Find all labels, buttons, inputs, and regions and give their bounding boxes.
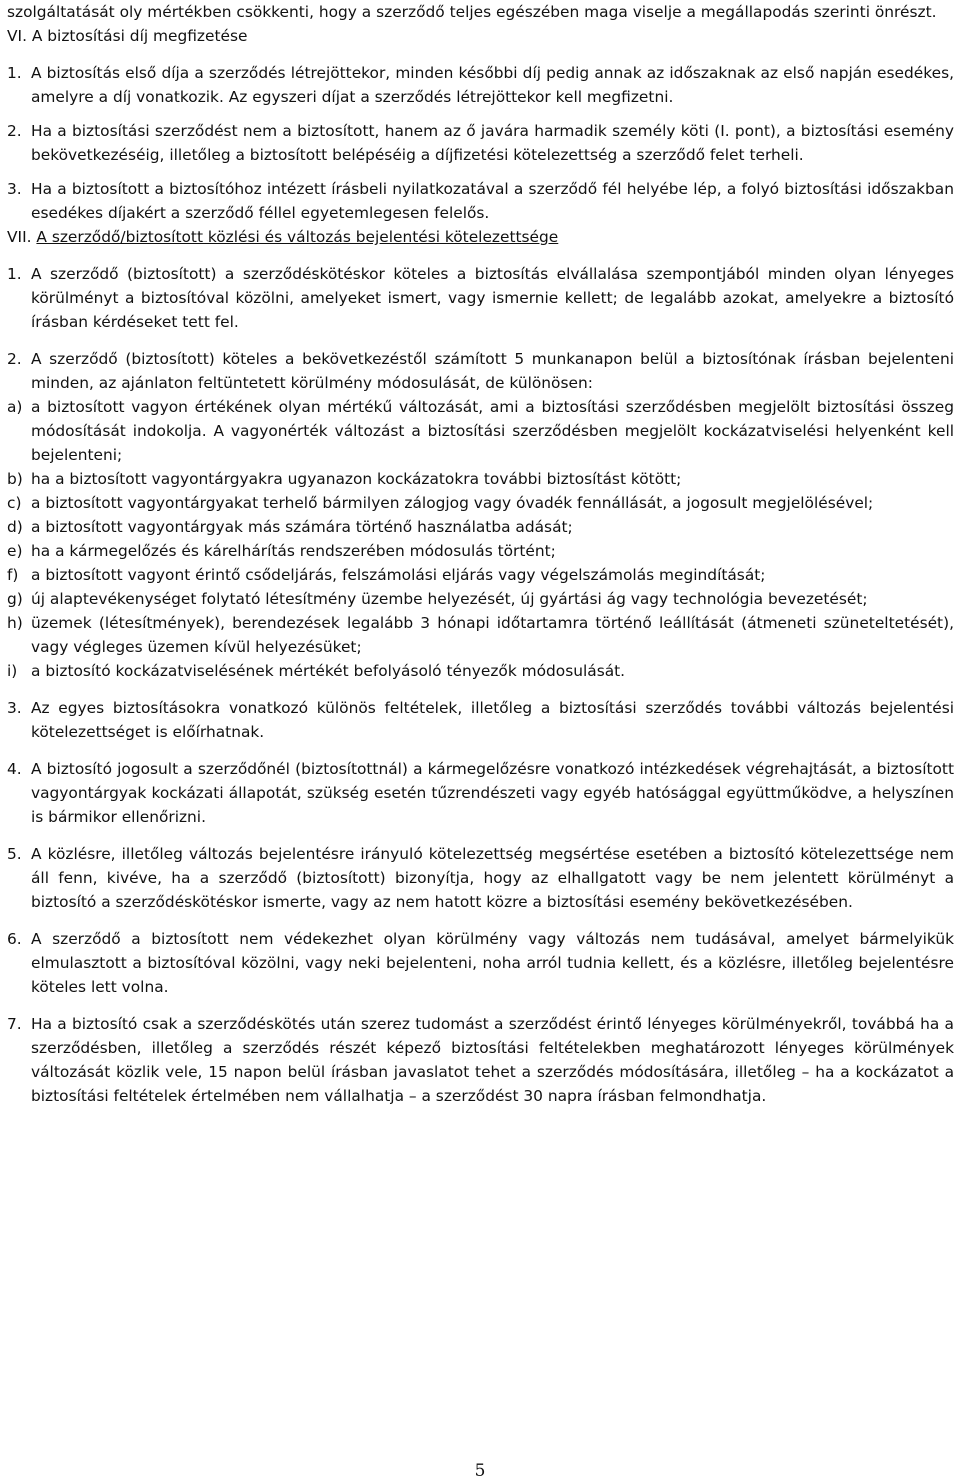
list-item-label: a) (7, 398, 23, 416)
list-item-text: a biztosított vagyon értékének olyan mértékű változását, ami a biztosítási szerződésben megjelölt biztosítási összeg módosítását indokolja. A vagyonérték változást a biztosítási szerződésben megjelölt kockázatviselési helyenként kell bejelenteni; (31, 398, 954, 464)
section-7-paragraph-6 (7, 927, 954, 999)
section-7-heading-text: A szerződő/biztosított közlési és változás bejelentési kötelezettsége (36, 228, 559, 246)
section-7-heading (7, 225, 954, 249)
list-item-text: ha a kármegelőzés és kárelhárítás rendszerében módosulás történt; (31, 542, 556, 560)
section-7-paragraph-2 (7, 347, 954, 683)
paragraph-text: Ha a biztosító csak a szerződéskötés után szerez tudomást a szerződést érintő lényeges körülményekről, továbbá ha a szerződésben, illetőleg a szerződés részét képező biztosítási feltételekben meghatározott lényeges körülmények változását közlik vele, 15 napon belül írásban javaslatot tehet a szerződés módosítására, illetőleg – ha a kockázatot a biztosítási feltételek értelmében nem vállalhatja – a szerződést 30 napra írásban felmondhatja. (31, 1015, 954, 1105)
list-item-label: h) (7, 614, 23, 632)
paragraph-number: 2. (7, 122, 22, 140)
paragraph-text: A biztosító jogosult a szerződőnél (biztosítottnál) a kármegelőzésre vonatkozó intézkedések végrehajtását, a biztosított vagyontárgyak kockázati állapotát, szükség esetén tűzrendészeti vagy egyéb hatósággal együttműködve, a helyszínen is bármikor ellenőrizni. (31, 760, 954, 826)
paragraph-number: 3. (7, 699, 22, 717)
section-7-paragraph-1 (7, 262, 954, 334)
paragraph-number: 1. (7, 64, 22, 82)
page-number: 5 (474, 1461, 486, 1481)
list-item-label: d) (7, 518, 23, 536)
list-item (7, 467, 954, 491)
list-item (7, 491, 954, 515)
paragraph-number: 2. (7, 350, 22, 368)
list-item (7, 563, 954, 587)
paragraph-number: 4. (7, 760, 22, 778)
paragraph-text: A közlésre, illetőleg változás bejelentésre irányuló kötelezettség megsértése esetében a biztosító kötelezettsége nem áll fenn, kivéve, ha a szerződő (biztosított) bizonyítja, hogy az elhallgatott vagy be nem jelentett körülményt a biztosító a szerződéskötéskor ismerte, vagy az nem hatott közre a biztosítási esemény bekövetkezésében. (31, 845, 954, 911)
paragraph-text: Ha a biztosítási szerződést nem a biztosított, hanem az ő javára harmadik személy köti (I. pont), a biztosítási esemény bekövetkezéséig, illetőleg a biztosított belépéséig a díjfizetési kötelezettség a szerződő felet terheli. (31, 122, 954, 164)
paragraph-text: A szerződő (biztosított) a szerződéskötéskor köteles a biztosítás elvállalása szempontjából minden olyan lényeges körülményt a biztosítóval közölni, amelyeket ismert, vagy ismernie kellett; de legalább azokat, amelyekre a biztosító írásban kérdéseket tett fel. (31, 265, 954, 331)
list-item (7, 539, 954, 563)
list-item-text: üzemek (létesítmények), berendezések legalább 3 hónapi időtartamra történő leállítását (átmeneti szüneteltetését), vagy végleges üzemen kívül helyezésüket; (31, 614, 954, 656)
section-6-heading: VI. A biztosítási díj megfizetése (7, 27, 248, 45)
list-item-text: a biztosított vagyontárgyak más számára történő használatba adását; (31, 518, 573, 536)
section-6-paragraph-1 (7, 61, 954, 109)
list-item-text: új alaptevékenységet folytató létesítmény üzembe helyezését, új gyártási ág vagy technológia bevezetését; (31, 590, 868, 608)
list-item-text: a biztosított vagyontárgyakat terhelő bármilyen zálogjog vagy óvadék fennállását, a jogosult megjelölésével; (31, 494, 874, 512)
list-item (7, 395, 954, 467)
section-7-paragraph-3 (7, 696, 954, 744)
paragraph-number: 3. (7, 180, 22, 198)
list-item (7, 587, 954, 611)
section-7-paragraph-4 (7, 757, 954, 829)
intro-paragraph: szolgáltatását oly mértékben csökkenti, hogy a szerződő teljes egészében maga viselje a megállapodás szerinti önrészt. (7, 3, 937, 21)
paragraph-number: 6. (7, 930, 22, 948)
paragraph-text: Az egyes biztosításokra vonatkozó különös feltételek, illetőleg a biztosítási szerződés további változás bejelentési kötelezettséget is előírhatnak. (31, 699, 954, 741)
list-item-label: i) (7, 662, 18, 680)
paragraph-text: Ha a biztosított a biztosítóhoz intézett írásbeli nyilatkozatával a szerződő fél helyébe lép, a folyó biztosítási időszakban esedékes díjakért a szerződő féllel egyetemlegesen felelős. (31, 180, 954, 222)
list-item (7, 611, 954, 659)
list-item-text: a biztosító kockázatviselésének mértékét befolyásoló tényezők módosulását. (31, 662, 626, 680)
list-item (7, 515, 954, 539)
section-7-paragraph-7 (7, 1012, 954, 1108)
section-6-paragraph-2 (7, 119, 954, 167)
list-item-label: g) (7, 590, 23, 608)
list-item-label: e) (7, 542, 23, 560)
paragraph-text: A biztosítás első díja a szerződés létrejöttekor, minden későbbi díj pedig annak az időszaknak az első napján esedékes, amelyre a díj vonatkozik. Az egyszeri díjat a szerződés létrejöttekor kell megfizetni. (31, 64, 954, 106)
section-6-paragraph-3 (7, 177, 954, 225)
list-item-label: f) (7, 566, 19, 584)
paragraph-number: 1. (7, 265, 22, 283)
paragraph-number: 5. (7, 845, 22, 863)
list-item-label: b) (7, 470, 23, 488)
paragraph-text: A szerződő (biztosított) köteles a bekövetkezéstől számított 5 munkanapon belül a biztosítónak írásban bejelenteni minden, az ajánlaton feltüntetett körülmény módosulását, de különösen: (31, 350, 954, 392)
section-7-paragraph-5 (7, 842, 954, 914)
section-7-heading-number: VII. (7, 228, 32, 246)
list-item-text: a biztosított vagyont érintő csődeljárás, felszámolási eljárás vagy végelszámolás megindítását; (31, 566, 766, 584)
paragraph-text: A szerződő a biztosított nem védekezhet olyan körülmény vagy változás nem tudásával, amelyet bármelyikük elmulasztott a biztosítóval közölni, vagy neki bejelenteni, noha arról tudnia kellett, és a közlésre, illetőleg bejelentésre köteles lett volna. (31, 930, 954, 996)
paragraph-number: 7. (7, 1015, 22, 1033)
list-item-text: ha a biztosított vagyontárgyakra ugyanazon kockázatokra további biztosítást kötött; (31, 470, 682, 488)
list-item-label: c) (7, 494, 22, 512)
list-item (7, 659, 954, 683)
